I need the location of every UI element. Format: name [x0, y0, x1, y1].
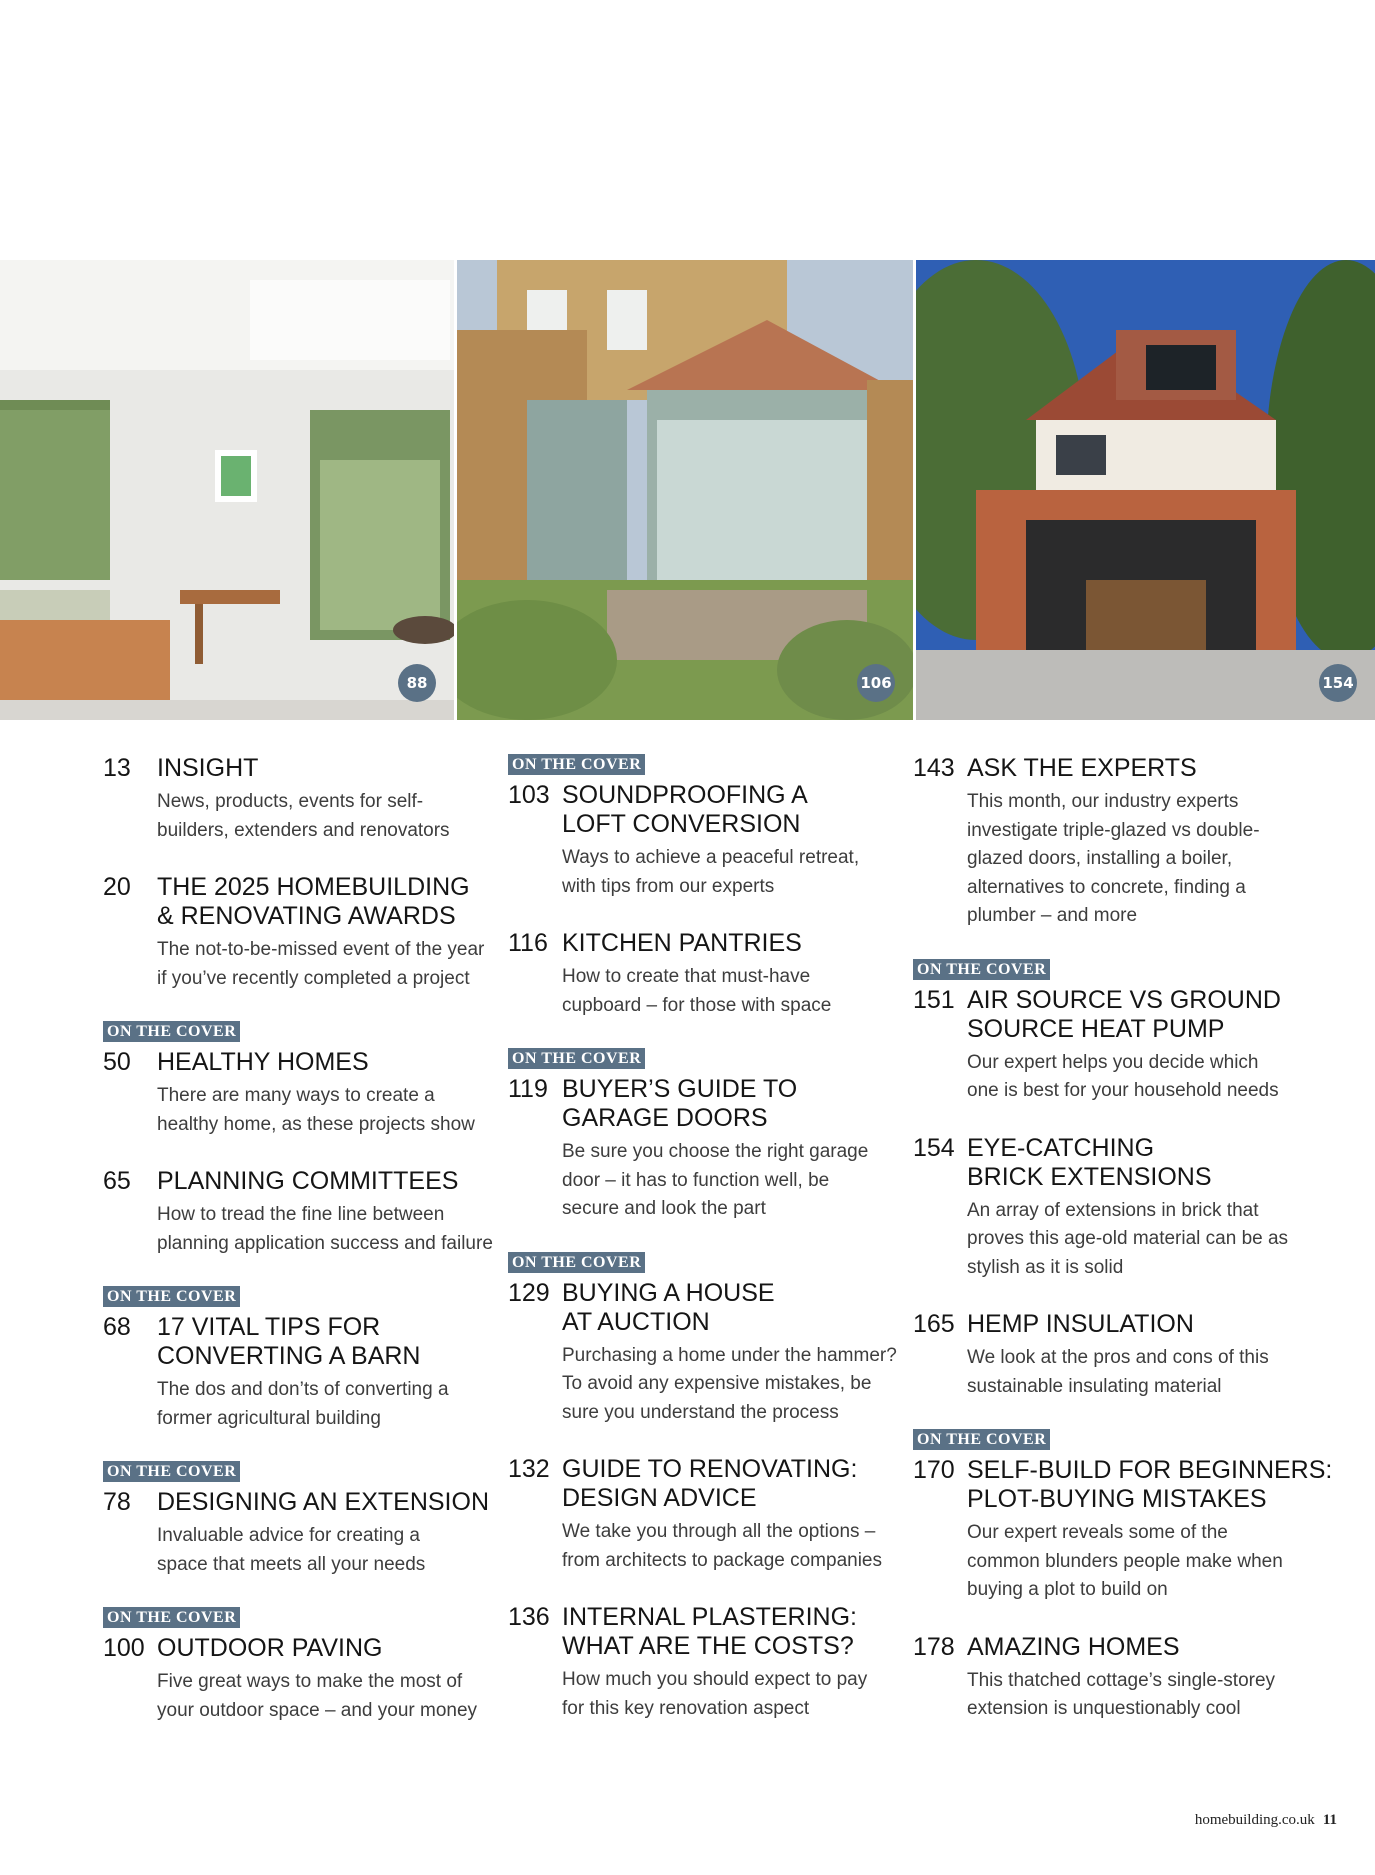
contents-entry: [913, 1429, 1333, 1605]
entry-page-number: 143: [913, 754, 955, 782]
entry-page-number: 50: [103, 1048, 131, 1076]
contents-entry: [508, 929, 898, 1020]
contents-entry: [508, 1252, 898, 1428]
entry-description: Our expert helps you decide which one is best for your household needs: [967, 1051, 1279, 1101]
contents-entry: [913, 959, 1333, 1106]
on-the-cover-tag: ON THE COVER: [913, 959, 1050, 980]
entry-description: There are many ways to create a healthy home, as these projects show: [157, 1085, 475, 1135]
entry-page-number: 178: [913, 1632, 955, 1661]
contents-column-3: [913, 754, 1333, 1752]
entry-description: We take you through all the options – from architects to package companies: [562, 1521, 882, 1571]
entry-description: We look at the pros and cons of this sustainable insulating material: [967, 1347, 1269, 1397]
contents-entry: [913, 754, 1333, 931]
page-number: 11: [1322, 1812, 1337, 1828]
entry-heading: [508, 1075, 898, 1133]
entry-title: BUYING A HOUSE AT AUCTION: [562, 1278, 775, 1336]
entry-description: How to tread the fine line between planning application success and failure: [157, 1204, 493, 1254]
on-the-cover-tag: ON THE COVER: [103, 1286, 240, 1307]
contents-entry: [103, 873, 493, 993]
on-the-cover-tag: ON THE COVER: [913, 1429, 1050, 1450]
entry-description: Invaluable advice for creating a space that meets all your needs: [157, 1525, 426, 1575]
entry-heading: [103, 754, 493, 783]
entry-page-number: 65: [103, 1167, 131, 1195]
entry-description: How much you should expect to pay for this key renovation aspect: [562, 1669, 868, 1719]
entry-heading: [508, 1603, 898, 1661]
contents-entry: [508, 1048, 898, 1224]
contents-entry: [913, 1134, 1333, 1283]
contents-entry: [508, 1603, 898, 1723]
contents-entry: [508, 754, 898, 901]
on-the-cover-tag: ON THE COVER: [103, 1461, 240, 1482]
entry-heading: [103, 1313, 493, 1371]
on-the-cover-tag: ON THE COVER: [103, 1607, 240, 1628]
on-the-cover-tag: ON THE COVER: [508, 1252, 645, 1273]
entry-title: KITCHEN PANTRIES: [562, 929, 802, 957]
entry-title: ASK THE EXPERTS: [967, 754, 1197, 782]
entry-description: Ways to achieve a peaceful retreat, with tips from our experts: [562, 847, 860, 897]
entry-title: PLANNING COMMITTEES: [157, 1167, 459, 1195]
entry-description: An array of extensions in brick that proves this age-old material can be as stylish as it is solid: [967, 1199, 1289, 1278]
entry-heading: [508, 1279, 898, 1337]
entry-title: BUYER’S GUIDE TO GARAGE DOORS: [562, 1075, 798, 1132]
contents-entry: [103, 754, 493, 845]
entry-title: EYE-CATCHING BRICK EXTENSIONS: [967, 1133, 1212, 1191]
entry-heading: [103, 1167, 493, 1196]
entry-heading: [103, 1048, 493, 1077]
entry-page-number: 13: [103, 754, 131, 782]
entry-heading: [913, 754, 1333, 783]
photo-interior: [0, 260, 454, 720]
page-badge: 88: [398, 664, 436, 702]
entry-title: THE 2025 HOMEBUILDING & RENOVATING AWARDS: [157, 873, 470, 930]
entry-heading: [508, 1455, 898, 1513]
entry-heading: [103, 1488, 493, 1517]
entry-page-number: 20: [103, 873, 131, 901]
contents-column-2: [508, 754, 898, 1751]
contents-column-1: [103, 754, 493, 1753]
entry-description: Our expert reveals some of the common blunders people make when buying a plot to build on: [967, 1522, 1283, 1600]
entry-page-number: 68: [103, 1313, 131, 1341]
entry-heading: [913, 1633, 1333, 1662]
contents-entry: [913, 1633, 1333, 1724]
entry-title: AMAZING HOMES: [967, 1632, 1180, 1661]
entry-heading: [508, 781, 898, 839]
entry-title: SOUNDPROOFING A LOFT CONVERSION: [562, 781, 808, 838]
entry-title: INSIGHT: [157, 754, 259, 782]
entry-title: SELF-BUILD FOR BEGINNERS: PLOT-BUYING MISTAKES: [967, 1456, 1333, 1513]
page-badge: 106: [857, 664, 895, 702]
entry-heading: [913, 1456, 1333, 1514]
contents-entry: [103, 1607, 493, 1725]
entry-heading: [913, 1134, 1333, 1192]
entry-title: DESIGNING AN EXTENSION: [157, 1488, 490, 1516]
page-badge: 154: [1319, 664, 1357, 702]
contents-entry: [913, 1310, 1333, 1401]
entry-page-number: 151: [913, 985, 955, 1014]
entry-page-number: 78: [103, 1488, 131, 1516]
entry-title: GUIDE TO RENOVATING: DESIGN ADVICE: [562, 1455, 858, 1512]
entry-description: This thatched cottage’s single-storey extension is unquestionably cool: [967, 1669, 1276, 1719]
entry-page-number: 154: [913, 1133, 955, 1162]
entry-description: How to create that must-have cupboard – for those with space: [562, 966, 832, 1016]
contents-entry: [508, 1455, 898, 1575]
footer-site: homebuilding.co.uk: [1194, 1812, 1315, 1828]
entry-title: 17 VITAL TIPS FOR CONVERTING A BARN: [157, 1313, 421, 1370]
entry-description: News, products, events for self- builders, extenders and renovators: [157, 791, 450, 841]
contents-entry: [103, 1021, 493, 1139]
entry-page-number: 100: [103, 1634, 145, 1662]
entry-heading: [913, 986, 1333, 1044]
entry-title: INTERNAL PLASTERING: WHAT ARE THE COSTS?: [562, 1603, 857, 1660]
entry-description: Five great ways to make the most of your outdoor space – and your money: [157, 1671, 478, 1721]
on-the-cover-tag: ON THE COVER: [508, 754, 645, 775]
entry-heading: [103, 1634, 493, 1663]
entry-page-number: 116: [508, 929, 548, 957]
entry-page-number: 119: [508, 1075, 548, 1103]
entry-page-number: 136: [508, 1603, 550, 1631]
on-the-cover-tag: ON THE COVER: [103, 1021, 240, 1042]
entry-title: OUTDOOR PAVING: [157, 1634, 383, 1662]
entry-heading: [508, 929, 898, 958]
on-the-cover-tag: ON THE COVER: [508, 1048, 645, 1069]
entry-page-number: 132: [508, 1455, 550, 1483]
entry-page-number: 103: [508, 781, 550, 809]
entry-heading: [103, 873, 493, 931]
contents-entry: [103, 1286, 493, 1433]
entry-page-number: 165: [913, 1310, 955, 1338]
entry-page-number: 170: [913, 1456, 955, 1484]
entry-title: HEALTHY HOMES: [157, 1048, 369, 1076]
contents-entry: [103, 1167, 493, 1258]
page-footer: [1195, 1812, 1337, 1829]
entry-description: This month, our industry experts investigate triple-glazed vs double- glazed doors, installing a boiler, alternatives to concrete, finding a plumber – and more: [967, 791, 1260, 926]
entry-description: Purchasing a home under the hammer? To avoid any expensive mistakes, be sure you understand the process: [562, 1344, 897, 1423]
entry-title: HEMP INSULATION: [967, 1310, 1194, 1338]
entry-description: Be sure you choose the right garage door – it has to function well, be secure and look the part: [562, 1141, 869, 1219]
entry-description: The not-to-be-missed event of the year if you’ve recently completed a project: [157, 939, 485, 989]
entry-title: AIR SOURCE VS GROUND SOURCE HEAT PUMP: [967, 985, 1281, 1043]
contents-entry: [103, 1461, 493, 1579]
entry-heading: [913, 1310, 1333, 1339]
entry-description: The dos and don’ts of converting a former agricultural building: [157, 1379, 449, 1429]
photo-brick-extension: [913, 260, 1375, 720]
photo-strip: [0, 260, 1375, 720]
photo-garden-extension: [454, 260, 913, 720]
entry-page-number: 129: [508, 1278, 550, 1307]
